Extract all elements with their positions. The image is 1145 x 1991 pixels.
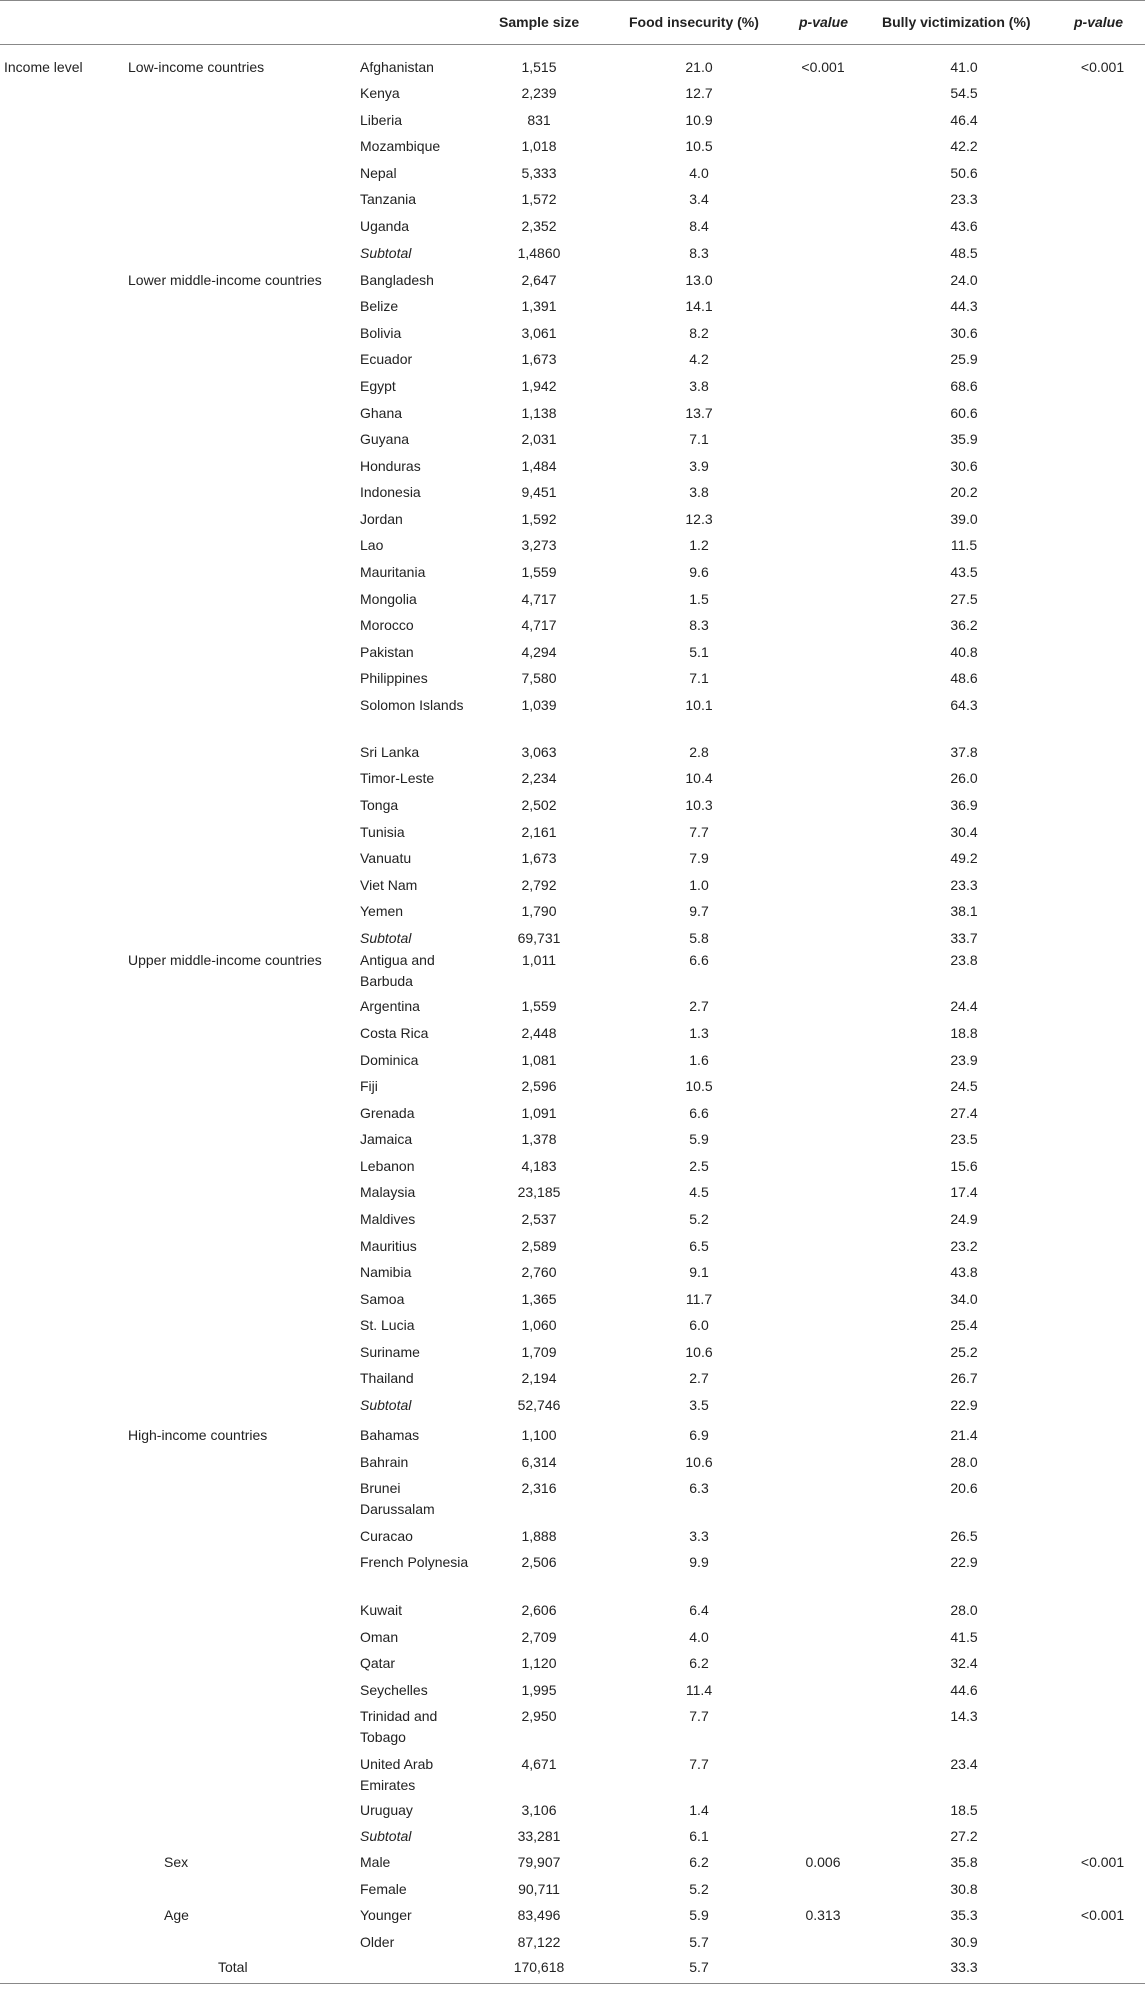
cell-sample-size: 1,592 [521, 511, 557, 527]
cell-food-insecurity: 13.0 [685, 272, 713, 288]
cell-food-insecurity: 8.3 [689, 245, 709, 261]
cell-sample-size: 2,031 [521, 431, 557, 447]
cell-bully-victimization: 48.5 [950, 245, 978, 261]
cell-food-insecurity: 6.1 [689, 1828, 709, 1844]
cell-food-insecurity: 4.2 [689, 351, 709, 367]
cell-sample-size: 2,316 [521, 1480, 557, 1496]
cell-p-value-2: <0.001 [1080, 59, 1125, 75]
cell-bully-victimization: 15.6 [950, 1158, 978, 1174]
cell-sample-size: 6,314 [521, 1454, 557, 1470]
row-label: Morocco [360, 617, 414, 633]
cell-sample-size: 1,120 [521, 1655, 557, 1671]
cell-bully-victimization: 54.5 [950, 85, 978, 101]
cell-sample-size: 4,717 [521, 617, 557, 633]
cell-food-insecurity: 10.6 [685, 1344, 713, 1360]
cell-sample-size: 4,294 [521, 644, 557, 660]
group-age: Age [164, 1907, 189, 1923]
cell-bully-victimization: 25.4 [950, 1317, 978, 1333]
row-label: Mauritius [360, 1238, 417, 1254]
header-sample-size: Sample size [499, 14, 580, 30]
cell-food-insecurity: 9.7 [689, 903, 709, 919]
cell-bully-victimization: 25.2 [950, 1344, 978, 1360]
cell-food-insecurity: 8.2 [689, 325, 709, 341]
cell-food-insecurity: 5.7 [689, 1934, 709, 1950]
cell-bully-victimization: 50.6 [950, 165, 978, 181]
cell-bully-victimization: 32.4 [950, 1655, 978, 1671]
cell-bully-victimization: 30.6 [950, 325, 978, 341]
cell-food-insecurity: 7.1 [689, 670, 709, 686]
cell-bully-victimization: 23.4 [950, 1756, 978, 1772]
cell-bully-victimization: 34.0 [950, 1291, 978, 1307]
row-label: Kenya [360, 85, 400, 101]
row-label: Mongolia [360, 591, 417, 607]
cell-bully-victimization: 26.0 [950, 770, 978, 786]
cell-food-insecurity: 3.8 [689, 484, 709, 500]
row-label: Jamaica [360, 1131, 413, 1147]
cell-sample-size: 1,018 [521, 138, 557, 154]
row-label: Ecuador [360, 351, 413, 367]
row-label: Brunei Darussalam [360, 1480, 435, 1517]
cell-sample-size: 5,333 [521, 165, 557, 181]
row-label: Guyana [360, 431, 410, 447]
cell-bully-victimization: 18.5 [950, 1802, 978, 1818]
cell-food-insecurity: 4.0 [689, 165, 709, 181]
row-label: Argentina [360, 998, 420, 1014]
cell-food-insecurity: 3.9 [689, 458, 709, 474]
cell-bully-victimization: 11.5 [950, 537, 978, 553]
cell-food-insecurity: 5.2 [689, 1881, 709, 1897]
header-rule [0, 44, 1145, 45]
cell-bully-victimization: 25.9 [950, 351, 978, 367]
cell-bully-victimization: 30.6 [950, 458, 978, 474]
cell-sample-size: 1,4860 [517, 245, 561, 261]
cell-food-insecurity: 6.4 [689, 1602, 709, 1618]
row-label: Bahamas [360, 1427, 420, 1443]
group-sex: Sex [164, 1854, 189, 1870]
cell-food-insecurity: 1.3 [689, 1025, 709, 1041]
table-top-rule [0, 0, 1145, 1]
cell-food-insecurity: 7.7 [689, 1708, 709, 1724]
group-low-income: Low-income countries [128, 59, 265, 75]
cell-food-insecurity: 3.5 [689, 1397, 709, 1413]
cell-bully-victimization: 41.0 [950, 59, 978, 75]
row-label: Mauritania [360, 564, 426, 580]
cell-food-insecurity: 9.6 [689, 564, 709, 580]
cell-food-insecurity: 1.0 [689, 877, 709, 893]
cell-sample-size: 52,746 [517, 1397, 561, 1413]
cell-food-insecurity: 5.9 [689, 1907, 709, 1923]
cell-sample-size: 1,138 [521, 405, 557, 421]
cell-bully-victimization: 36.9 [950, 797, 978, 813]
cell-food-insecurity: 10.6 [685, 1454, 713, 1470]
cell-bully-victimization: 40.8 [950, 644, 978, 660]
cell-sample-size: 9,451 [521, 484, 557, 500]
cell-sample-size: 83,496 [517, 1907, 561, 1923]
cell-food-insecurity: 6.2 [689, 1655, 709, 1671]
cell-sample-size: 2,194 [521, 1370, 557, 1386]
cell-bully-victimization: 41.5 [950, 1629, 978, 1645]
row-label: Indonesia [360, 484, 421, 500]
cell-food-insecurity: 6.5 [689, 1238, 709, 1254]
cell-bully-victimization: 30.4 [950, 824, 978, 840]
cell-bully-victimization: 23.9 [950, 1052, 978, 1068]
row-label: French Polynesia [360, 1554, 469, 1570]
cell-bully-victimization: 43.5 [950, 564, 978, 580]
cell-food-insecurity: 1.2 [689, 537, 709, 553]
cell-bully-victimization: 24.4 [950, 998, 978, 1014]
cell-sample-size: 1,039 [521, 697, 557, 713]
cell-food-insecurity: 2.5 [689, 1158, 709, 1174]
cell-p-value-1: 0.006 [805, 1854, 841, 1870]
subtotal-label: Subtotal [360, 1828, 412, 1844]
row-label: Afghanistan [360, 59, 434, 75]
cell-sample-size: 1,081 [521, 1052, 557, 1068]
cell-sample-size: 1,888 [521, 1528, 557, 1544]
cell-sample-size: 1,100 [521, 1427, 557, 1443]
row-label: Timor-Leste [360, 770, 435, 786]
cell-bully-victimization: 20.6 [950, 1480, 978, 1496]
group-high-income: High-income countries [128, 1427, 268, 1443]
row-label: Oman [360, 1629, 399, 1645]
cell-food-insecurity: 5.1 [689, 644, 709, 660]
cell-bully-victimization: 43.8 [950, 1264, 978, 1280]
group-lower-middle-income: Lower middle-income countries [128, 272, 322, 288]
cell-bully-victimization: 22.9 [950, 1554, 978, 1570]
cell-sample-size: 1,559 [521, 998, 557, 1014]
row-label: Uganda [360, 218, 410, 234]
cell-sample-size: 1,709 [521, 1344, 557, 1360]
cell-sample-size: 1,572 [521, 191, 557, 207]
cell-bully-victimization: 44.3 [950, 298, 978, 314]
cell-sample-size: 1,060 [521, 1317, 557, 1333]
row-label: Bahrain [360, 1454, 409, 1470]
cell-food-insecurity: 7.1 [689, 431, 709, 447]
cell-food-insecurity: 12.3 [685, 511, 713, 527]
cell-bully-victimization: 38.1 [950, 903, 978, 919]
cell-sample-size: 2,589 [521, 1238, 557, 1254]
cell-bully-victimization: 68.6 [950, 378, 978, 394]
cell-sample-size: 87,122 [517, 1934, 561, 1950]
cell-sample-size: 1,391 [521, 298, 557, 314]
cell-sample-size: 79,907 [517, 1854, 561, 1870]
cell-sample-size: 2,760 [521, 1264, 557, 1280]
cell-bully-victimization: 35.3 [950, 1907, 978, 1923]
cell-food-insecurity: 3.4 [689, 191, 709, 207]
cell-bully-victimization: 18.8 [950, 1025, 978, 1041]
cell-food-insecurity: 9.9 [689, 1554, 709, 1570]
row-label: Younger [360, 1907, 412, 1923]
row-label: Tunisia [360, 824, 405, 840]
cell-food-insecurity: 6.0 [689, 1317, 709, 1333]
cell-bully-victimization: 14.3 [950, 1708, 978, 1724]
cell-sample-size: 2,239 [521, 85, 557, 101]
cell-bully-victimization: 43.6 [950, 218, 978, 234]
cell-food-insecurity: 21.0 [685, 59, 713, 75]
row-label: Uruguay [360, 1802, 413, 1818]
row-label: Sri Lanka [360, 744, 420, 760]
cell-sample-size: 69,731 [517, 930, 561, 946]
cell-sample-size: 3,063 [521, 744, 557, 760]
row-label: Liberia [360, 112, 403, 128]
row-label: Bolivia [360, 325, 402, 341]
cell-food-insecurity: 10.9 [685, 112, 713, 128]
row-label: Namibia [360, 1264, 412, 1280]
cell-sample-size: 2,234 [521, 770, 557, 786]
cell-bully-victimization: 24.0 [950, 272, 978, 288]
cell-bully-victimization: 26.5 [950, 1528, 978, 1544]
cell-sample-size: 4,671 [521, 1756, 557, 1772]
cell-bully-victimization: 44.6 [950, 1682, 978, 1698]
cell-bully-victimization: 33.7 [950, 930, 978, 946]
cell-p-value-2: <0.001 [1080, 1854, 1125, 1870]
cell-sample-size: 23,185 [517, 1184, 561, 1200]
cell-bully-victimization: 35.9 [950, 431, 978, 447]
row-label: Belize [360, 298, 399, 314]
row-label: Thailand [360, 1370, 414, 1386]
row-label: Maldives [360, 1211, 416, 1227]
header-p-value-1: p-value [799, 14, 849, 30]
header-p-value-2: p-value [1074, 14, 1124, 30]
cell-food-insecurity: 7.9 [689, 850, 709, 866]
cell-sample-size: 2,606 [521, 1602, 557, 1618]
cell-bully-victimization: 28.0 [950, 1454, 978, 1470]
row-label: Ghana [360, 405, 403, 421]
cell-sample-size: 1,995 [521, 1682, 557, 1698]
subtotal-label: Subtotal [360, 930, 412, 946]
cell-sample-size: 1,942 [521, 378, 557, 394]
cell-food-insecurity: 2.7 [689, 998, 709, 1014]
row-label: Female [360, 1881, 407, 1897]
cell-bully-victimization: 26.7 [950, 1370, 978, 1386]
cell-bully-victimization: 20.2 [950, 484, 978, 500]
row-label: Fiji [360, 1078, 378, 1094]
row-label: Lebanon [360, 1158, 415, 1174]
row-label: Tonga [360, 797, 399, 813]
cell-food-insecurity: 9.1 [689, 1264, 709, 1280]
row-label: Dominica [360, 1052, 419, 1068]
row-label: Costa Rica [360, 1025, 429, 1041]
cell-sample-size: 2,506 [521, 1554, 557, 1570]
cell-food-insecurity: 1.4 [689, 1802, 709, 1818]
row-label: Solomon Islands [360, 697, 464, 713]
row-label: Grenada [360, 1105, 415, 1121]
row-label: Trinidad and Tobago [360, 1708, 438, 1745]
row-label: Mozambique [360, 138, 441, 154]
row-label: Viet Nam [360, 877, 418, 893]
cell-food-insecurity: 5.2 [689, 1211, 709, 1227]
cell-sample-size: 1,673 [521, 351, 557, 367]
cell-bully-victimization: 17.4 [950, 1184, 978, 1200]
cell-sample-size: 1,365 [521, 1291, 557, 1307]
cell-food-insecurity: 3.8 [689, 378, 709, 394]
group-total: Total [218, 1959, 248, 1975]
cell-bully-victimization: 24.5 [950, 1078, 978, 1094]
cell-sample-size: 2,792 [521, 877, 557, 893]
cell-sample-size: 4,717 [521, 591, 557, 607]
cell-food-insecurity: 10.3 [685, 797, 713, 813]
cell-sample-size: 1,011 [522, 952, 556, 968]
cell-bully-victimization: 28.0 [950, 1602, 978, 1618]
cell-bully-victimization: 35.8 [950, 1854, 978, 1870]
cell-bully-victimization: 27.4 [950, 1105, 978, 1121]
cell-bully-victimization: 30.9 [950, 1934, 978, 1950]
row-label: Antigua and Barbuda [360, 952, 435, 989]
row-label: Curacao [360, 1528, 413, 1544]
cell-sample-size: 1,378 [521, 1131, 557, 1147]
cell-bully-victimization: 24.9 [950, 1211, 978, 1227]
cell-food-insecurity: 10.4 [685, 770, 713, 786]
cell-food-insecurity: 1.5 [689, 591, 709, 607]
cell-food-insecurity: 6.3 [689, 1480, 709, 1496]
cell-sample-size: 2,647 [521, 272, 557, 288]
cell-bully-victimization: 39.0 [950, 511, 978, 527]
cell-sample-size: 2,537 [521, 1211, 557, 1227]
cell-food-insecurity: 6.9 [689, 1427, 709, 1443]
row-label: Kuwait [360, 1602, 403, 1618]
cell-sample-size: 3,273 [521, 537, 557, 553]
cell-food-insecurity: 6.2 [689, 1854, 709, 1870]
cell-sample-size: 2,950 [521, 1708, 557, 1724]
cell-bully-victimization: 21.4 [950, 1427, 978, 1443]
row-label: Samoa [360, 1291, 405, 1307]
cell-food-insecurity: 11.7 [685, 1291, 713, 1307]
cell-sample-size: 33,281 [517, 1828, 561, 1844]
row-label: Lao [360, 537, 384, 553]
cell-food-insecurity: 7.7 [689, 1756, 709, 1772]
cell-bully-victimization: 27.2 [950, 1828, 978, 1844]
cell-food-insecurity: 5.8 [689, 930, 709, 946]
subtotal-label: Subtotal [360, 1397, 412, 1413]
row-label: Male [360, 1854, 391, 1870]
cell-food-insecurity: 5.7 [689, 1959, 709, 1975]
row-label: Honduras [360, 458, 421, 474]
cell-sample-size: 2,596 [521, 1078, 557, 1094]
cell-bully-victimization: 48.6 [950, 670, 978, 686]
cell-bully-victimization: 30.8 [950, 1881, 978, 1897]
cell-sample-size: 2,502 [521, 797, 557, 813]
cell-food-insecurity: 6.6 [689, 1105, 709, 1121]
subtotal-label: Subtotal [360, 245, 412, 261]
cell-sample-size: 2,448 [521, 1025, 557, 1041]
cell-bully-victimization: 23.3 [950, 877, 978, 893]
cell-bully-victimization: 23.2 [950, 1238, 978, 1254]
header-food-insecurity: Food insecurity (%) [629, 14, 759, 30]
cell-food-insecurity: 2.8 [689, 744, 709, 760]
cell-food-insecurity: 1.6 [689, 1052, 709, 1068]
row-label: Egypt [360, 378, 396, 394]
cell-bully-victimization: 49.2 [950, 850, 978, 866]
cell-sample-size: 1,091 [521, 1105, 557, 1121]
cell-food-insecurity: 4.0 [689, 1629, 709, 1645]
cell-bully-victimization: 46.4 [950, 112, 978, 128]
cell-food-insecurity: 3.3 [689, 1528, 709, 1544]
cell-bully-victimization: 27.5 [950, 591, 978, 607]
cell-bully-victimization: 36.2 [950, 617, 978, 633]
cell-sample-size: 2,352 [521, 218, 557, 234]
cell-food-insecurity: 8.3 [689, 617, 709, 633]
cell-sample-size: 1,673 [521, 850, 557, 866]
cell-bully-victimization: 37.8 [950, 744, 978, 760]
cell-sample-size: 1,484 [521, 458, 557, 474]
row-label: Malaysia [360, 1184, 416, 1200]
table-bottom-rule [0, 1983, 1145, 1984]
row-label: Jordan [360, 511, 403, 527]
cell-food-insecurity: 13.7 [685, 405, 713, 421]
cell-p-value-1: <0.001 [801, 59, 845, 75]
cell-bully-victimization: 23.5 [950, 1131, 978, 1147]
cell-food-insecurity: 10.5 [685, 138, 713, 154]
row-label: Suriname [360, 1344, 420, 1360]
cell-food-insecurity: 12.7 [685, 85, 713, 101]
header-bully-victimization: Bully victimization (%) [882, 14, 1031, 30]
cell-food-insecurity: 2.7 [689, 1370, 709, 1386]
cell-sample-size: 2,161 [521, 824, 557, 840]
row-label: Tanzania [360, 191, 417, 207]
cell-food-insecurity: 10.5 [685, 1078, 713, 1094]
cell-bully-victimization: 42.2 [950, 138, 978, 154]
cell-food-insecurity: 11.4 [685, 1682, 713, 1698]
row-label: Nepal [360, 165, 397, 181]
cell-food-insecurity: 4.5 [689, 1184, 709, 1200]
row-label: Seychelles [360, 1682, 428, 1698]
cell-food-insecurity: 8.4 [689, 218, 709, 234]
row-label: Pakistan [360, 644, 414, 660]
group-upper-middle-income: Upper middle-income countries [128, 952, 322, 968]
cell-food-insecurity: 14.1 [685, 298, 713, 314]
cell-food-insecurity: 6.6 [689, 952, 709, 968]
cell-food-insecurity: 10.1 [685, 697, 713, 713]
cell-sample-size: 3,106 [521, 1802, 557, 1818]
row-label: United Arab Emirates [360, 1756, 434, 1793]
cell-bully-victimization: 23.3 [950, 191, 978, 207]
cell-p-value-2: <0.001 [1080, 1907, 1125, 1923]
cell-sample-size: 3,061 [521, 325, 557, 341]
cell-bully-victimization: 60.6 [950, 405, 978, 421]
cell-sample-size: 831 [527, 112, 551, 128]
cell-sample-size: 1,559 [521, 564, 557, 580]
cell-sample-size: 4,183 [521, 1158, 557, 1174]
row-label: Older [360, 1934, 395, 1950]
cell-sample-size: 2,709 [521, 1629, 557, 1645]
row-label: Vanuatu [360, 850, 412, 866]
row-label: Philippines [360, 670, 428, 686]
cell-bully-victimization: 22.9 [950, 1397, 978, 1413]
cell-bully-victimization: 23.8 [950, 952, 978, 968]
cell-sample-size: 7,580 [521, 670, 557, 686]
row-label: Yemen [360, 903, 404, 919]
cell-sample-size: 170,618 [513, 1959, 565, 1975]
cell-p-value-1: 0.313 [805, 1907, 841, 1923]
cell-sample-size: 90,711 [518, 1881, 560, 1897]
cell-bully-victimization: 33.3 [950, 1959, 978, 1975]
cell-sample-size: 1,790 [521, 903, 557, 919]
cell-food-insecurity: 5.9 [689, 1131, 709, 1147]
cell-sample-size: 1,515 [521, 59, 557, 75]
row-label: Bangladesh [360, 272, 434, 288]
group-income-level: Income level [4, 59, 83, 75]
row-label: Qatar [360, 1655, 396, 1671]
cell-food-insecurity: 7.7 [689, 824, 709, 840]
row-label: St. Lucia [360, 1317, 415, 1333]
cell-bully-victimization: 64.3 [950, 697, 978, 713]
